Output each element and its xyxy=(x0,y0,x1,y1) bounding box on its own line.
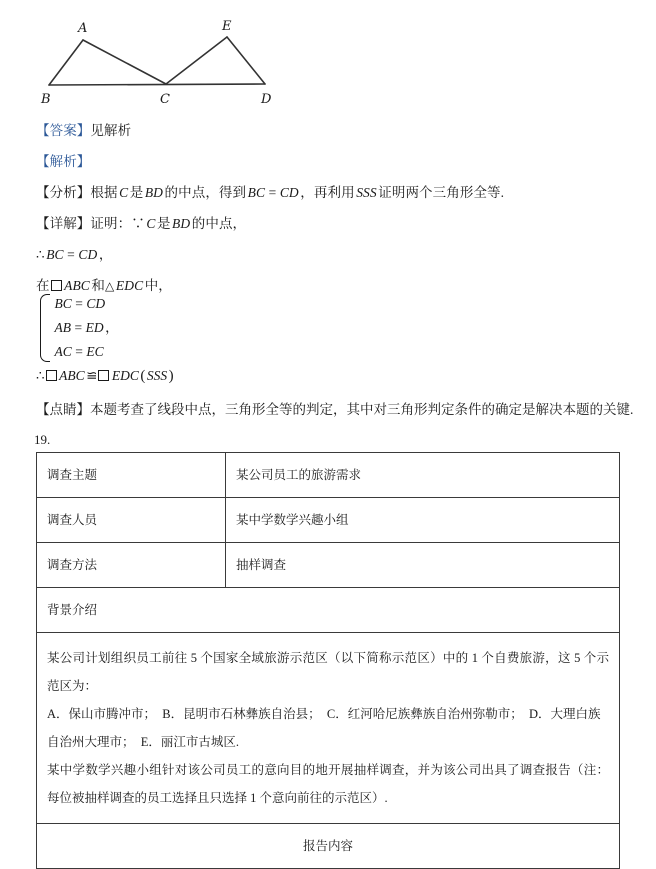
step-right: CD xyxy=(78,247,98,262)
segment-ed xyxy=(227,37,265,84)
and-text: 和 xyxy=(91,278,106,293)
keypoint-text: 本题考查了线段中点，三角形全等的判定，其中对三角形判定条件的确定是解决本题的关键. xyxy=(90,402,634,417)
row-label: 调查方法 xyxy=(37,543,226,588)
table-row-background-body xyxy=(37,633,620,824)
background-header: 背景介绍 xyxy=(37,588,620,633)
segment-ba xyxy=(49,40,83,85)
vertex-label-d: D xyxy=(261,92,272,107)
vertex-label-b: B xyxy=(41,92,51,107)
row-label: 调查人员 xyxy=(37,498,226,543)
step-left: BC xyxy=(46,247,64,262)
eq-left: AC xyxy=(54,344,72,359)
solution-block xyxy=(36,124,628,310)
triangles-svg xyxy=(36,12,296,112)
open-paren: ( xyxy=(140,368,146,384)
eq-equals: = xyxy=(75,296,83,311)
because-symbol: ∵ xyxy=(131,216,145,231)
triangle-1-name: ABC xyxy=(64,278,90,293)
table-row-report-header xyxy=(37,824,620,869)
close-paren: ) xyxy=(168,368,174,384)
approach-sss: SSS xyxy=(356,185,377,200)
table-row xyxy=(37,453,620,498)
row-value: 某公司员工的旅游需求 xyxy=(226,453,620,498)
congruent-icon: ≌ xyxy=(86,368,98,383)
step-equals: = xyxy=(67,247,75,262)
keypoint-line xyxy=(36,402,636,417)
approach-mid-3: ，再利用 xyxy=(300,185,355,200)
eq-left: BC xyxy=(54,296,72,311)
conclusion-triangle-1: ABC xyxy=(59,368,85,383)
approach-var-bd: BD xyxy=(144,185,164,200)
triangle-2-name: EDC xyxy=(115,278,144,293)
approach-text-1: 根据 xyxy=(90,185,118,200)
eq-right: EC xyxy=(86,344,104,359)
equation-row xyxy=(53,340,119,364)
answer-label: 【答案】 xyxy=(36,123,91,138)
approach-eq-bc: BC xyxy=(247,185,266,200)
table-row xyxy=(37,498,620,543)
missing-triangle-glyph-icon xyxy=(98,370,109,381)
analysis-line xyxy=(36,155,628,169)
eq-trail: ， xyxy=(105,320,119,335)
row-label: 调查主题 xyxy=(37,453,226,498)
survey-table xyxy=(36,452,620,869)
table-row-background-header xyxy=(37,588,620,633)
segment-ce xyxy=(166,37,227,84)
detail-label: 【详解】 xyxy=(36,216,91,231)
step-comma: ， xyxy=(98,247,113,262)
vertex-label-a: A xyxy=(78,21,88,36)
missing-triangle-glyph-icon xyxy=(46,370,57,381)
approach-eq-cd: CD xyxy=(279,185,299,200)
closing-paragraph: 某中学数学兴趣小组针对该公司员工的意向目的地开展抽样调查，并为该公司出具了调查报告（注：每位被抽样调查的员工选择且只选择 1 个意向前往的示范区）. xyxy=(47,763,609,805)
approach-label: 【分析】 xyxy=(36,185,91,200)
in-prefix: 在 xyxy=(36,278,50,293)
approach-mid-2: 的中点，得到 xyxy=(164,185,247,200)
approach-line xyxy=(36,186,628,200)
analysis-label: 【解析】 xyxy=(36,154,91,169)
table-row xyxy=(37,543,620,588)
equation-row xyxy=(53,292,119,316)
detail-mid: 是 xyxy=(156,216,171,231)
detail-var-c: C xyxy=(146,216,156,231)
in-suffix: 中， xyxy=(144,278,172,293)
options-line-1: A．保山市腾冲市； B．昆明市石林彝族自治县； C．红河哈尼族彝族自治州弥勒市； D．大理白族 xyxy=(47,707,601,721)
conclusion-triangle-2: EDC xyxy=(111,368,139,383)
vertex-label-c: C xyxy=(160,92,170,107)
conclusion-line xyxy=(36,368,174,385)
approach-equals: = xyxy=(268,185,277,200)
eq-right: ED xyxy=(85,320,104,335)
step-in-triangles xyxy=(36,279,628,293)
therefore-symbol: ∴ xyxy=(36,247,45,262)
triangle-icon: △ xyxy=(105,279,115,293)
geometry-figure xyxy=(36,12,296,112)
missing-triangle-glyph-icon xyxy=(51,280,62,291)
left-brace-icon xyxy=(36,292,47,364)
row-value: 抽样调查 xyxy=(226,543,620,588)
eq-left: AB xyxy=(54,320,71,335)
segment-bd xyxy=(49,84,265,85)
approach-var-c: C xyxy=(119,185,129,200)
background-body xyxy=(37,633,620,824)
report-header: 报告内容 xyxy=(37,824,620,869)
detail-line xyxy=(36,217,628,231)
vertex-label-e: E xyxy=(222,19,232,34)
options-line-2: 自治州大理市； E．丽江市古城区. xyxy=(47,735,240,749)
detail-var-bd: BD xyxy=(172,216,191,231)
question-number: 19. xyxy=(34,432,51,447)
background-paragraph: 某公司计划组织员工前往 5 个国家全域旅游示范区（以下简称示范区）中的 1 个自费旅游，这 5 个示范区为： xyxy=(47,651,609,693)
approach-tail: 证明两个三角形全等. xyxy=(378,185,505,200)
equation-row xyxy=(53,316,119,340)
approach-mid-1: 是 xyxy=(129,185,144,200)
eq-right: CD xyxy=(86,296,106,311)
keypoint-label: 【点睛】 xyxy=(36,402,90,417)
answer-text: 见解析 xyxy=(90,123,132,138)
row-value: 某中学数学兴趣小组 xyxy=(226,498,620,543)
segment-ac xyxy=(83,40,166,84)
conclusion-therefore: ∴ xyxy=(36,368,45,383)
detail-tail: 的中点， xyxy=(191,216,247,231)
conclusion-reason: SSS xyxy=(146,368,168,383)
step-bc-equals-cd xyxy=(36,248,628,262)
eq-equals: = xyxy=(74,320,83,335)
detail-text: 证明： xyxy=(90,216,132,231)
eq-equals: = xyxy=(75,344,83,359)
equation-system xyxy=(36,292,119,364)
answer-line xyxy=(36,124,628,138)
equation-list xyxy=(47,292,119,364)
